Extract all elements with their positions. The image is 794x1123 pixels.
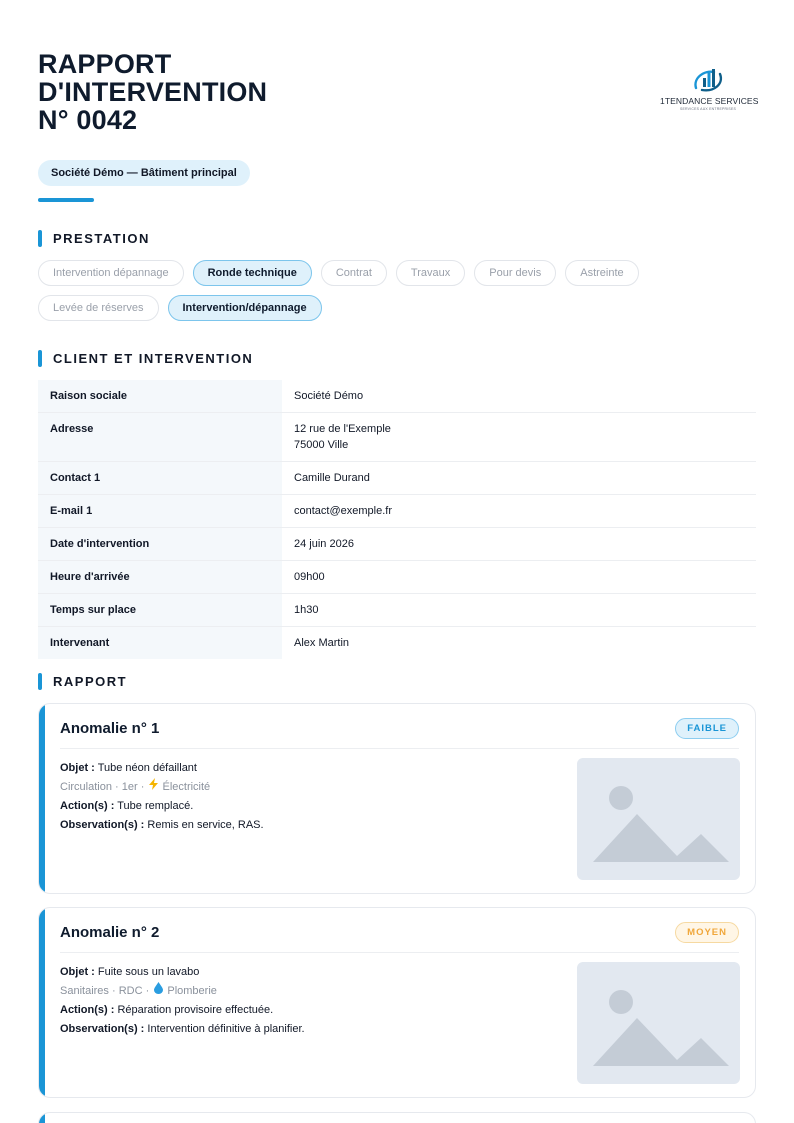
row-label: Date d'intervention xyxy=(38,528,282,560)
observations-value: Intervention définitive à planifier. xyxy=(147,1023,305,1035)
image-placeholder-icon xyxy=(577,758,740,880)
table-row xyxy=(38,413,756,462)
observations-label: Observation(s) : xyxy=(60,819,145,831)
lightning-icon xyxy=(147,778,159,797)
row-label: Raison sociale xyxy=(38,380,282,412)
section-heading-client xyxy=(38,349,253,367)
prestation-chips xyxy=(38,260,756,321)
objet-value: Tube néon défaillant xyxy=(97,762,197,774)
chip-pour-devis[interactable]: Pour devis xyxy=(474,260,556,286)
water-drop-icon xyxy=(152,982,164,1001)
actions-value: Tube remplacé. xyxy=(117,800,194,812)
report-title xyxy=(38,50,458,134)
anomaly-card-partial xyxy=(38,1112,756,1123)
title-line: N° 0042 xyxy=(38,105,138,135)
address-line-1: 12 rue de l'Exemple xyxy=(294,423,391,435)
chip-intervention-slash-depannage[interactable]: Intervention/dépannage xyxy=(168,295,322,321)
row-label: Heure d'arrivée xyxy=(38,561,282,593)
row-label: Contact 1 xyxy=(38,462,282,494)
row-value: 24 juin 2026 xyxy=(294,538,354,550)
logo-tagline: SERVICES AUX ENTREPRISES xyxy=(679,107,737,111)
table-row xyxy=(38,528,756,561)
row-value: Société Démo xyxy=(294,390,364,402)
objet-line xyxy=(60,759,560,778)
observations-label: Observation(s) : xyxy=(60,1023,145,1035)
actions-line xyxy=(60,797,560,816)
title-line: RAPPORT xyxy=(38,49,172,79)
location-value: Circulation · 1er · xyxy=(60,781,145,793)
client-info-table xyxy=(38,380,756,659)
anomaly-header xyxy=(60,718,739,749)
category-value: Plomberie xyxy=(167,985,217,997)
observations-value: Remis en service, RAS. xyxy=(147,819,264,831)
anomaly-details xyxy=(60,963,560,1039)
row-value: 1h30 xyxy=(294,604,319,616)
section-marker xyxy=(38,350,42,367)
objet-label: Objet : xyxy=(60,966,95,978)
observations-line xyxy=(60,816,560,835)
chip-intervention-depannage[interactable]: Intervention dépannage xyxy=(38,260,184,286)
chip-contrat[interactable]: Contrat xyxy=(321,260,387,286)
chip-ronde-technique[interactable]: Ronde technique xyxy=(193,260,312,286)
row-value xyxy=(282,413,756,461)
row-value: Alex Martin xyxy=(294,637,350,649)
anomaly-title: Anomalie n° 1 xyxy=(60,720,160,737)
table-row xyxy=(38,561,756,594)
address-line-2: 75000 Ville xyxy=(294,439,349,451)
row-label: Intervenant xyxy=(38,627,282,659)
section-label: RAPPORT xyxy=(53,673,128,689)
accent-divider xyxy=(38,198,94,202)
objet-value: Fuite sous un lavabo xyxy=(97,966,200,978)
table-row xyxy=(38,462,756,495)
actions-line xyxy=(60,1001,560,1020)
anomaly-details xyxy=(60,759,560,835)
category-value: Électricité xyxy=(162,781,211,793)
chip-travaux[interactable]: Travaux xyxy=(396,260,465,286)
objet-label: Objet : xyxy=(60,762,95,774)
table-row xyxy=(38,627,756,659)
row-value: contact@exemple.fr xyxy=(294,505,392,517)
row-value: 09h00 xyxy=(294,571,325,583)
anomaly-card xyxy=(38,703,756,894)
table-row xyxy=(38,594,756,627)
anomaly-title: Anomalie n° 2 xyxy=(60,924,160,941)
row-label: E-mail 1 xyxy=(38,495,282,527)
chip-levee-de-reserves[interactable]: Levée de réserves xyxy=(38,295,159,321)
photo-placeholder[interactable] xyxy=(577,962,740,1084)
chip-astreinte[interactable]: Astreinte xyxy=(565,260,638,286)
photo-placeholder[interactable] xyxy=(577,758,740,880)
observations-line xyxy=(60,1020,560,1039)
anomaly-card xyxy=(38,907,756,1098)
table-row xyxy=(38,380,756,413)
section-label: PRESTATION xyxy=(53,230,150,246)
bar-chart-logo-icon xyxy=(690,64,726,94)
anomaly-header xyxy=(60,922,739,953)
row-label: Adresse xyxy=(38,413,282,461)
severity-badge: FAIBLE xyxy=(675,718,739,739)
title-line: D'INTERVENTION xyxy=(38,77,268,107)
location-line xyxy=(60,778,560,797)
section-marker xyxy=(38,673,42,690)
section-marker xyxy=(38,230,42,247)
severity-badge: MOYEN xyxy=(675,922,739,943)
row-label: Temps sur place xyxy=(38,594,282,626)
site-pill: Société Démo — Bâtiment principal xyxy=(38,160,250,186)
section-label: CLIENT ET INTERVENTION xyxy=(53,350,254,366)
location-line xyxy=(60,982,560,1001)
section-heading-rapport xyxy=(38,672,127,690)
logo-company-name: 1TENDANCE SERVICES xyxy=(660,96,759,106)
company-logo xyxy=(660,64,759,111)
section-heading-prestation xyxy=(38,229,150,247)
image-placeholder-icon xyxy=(577,962,740,1084)
objet-line xyxy=(60,963,560,982)
row-value: Camille Durand xyxy=(294,472,370,484)
actions-value: Réparation provisoire effectuée. xyxy=(117,1004,274,1016)
table-row xyxy=(38,495,756,528)
actions-label: Action(s) : xyxy=(60,1004,115,1016)
actions-label: Action(s) : xyxy=(60,800,115,812)
location-value: Sanitaires · RDC · xyxy=(60,985,150,997)
